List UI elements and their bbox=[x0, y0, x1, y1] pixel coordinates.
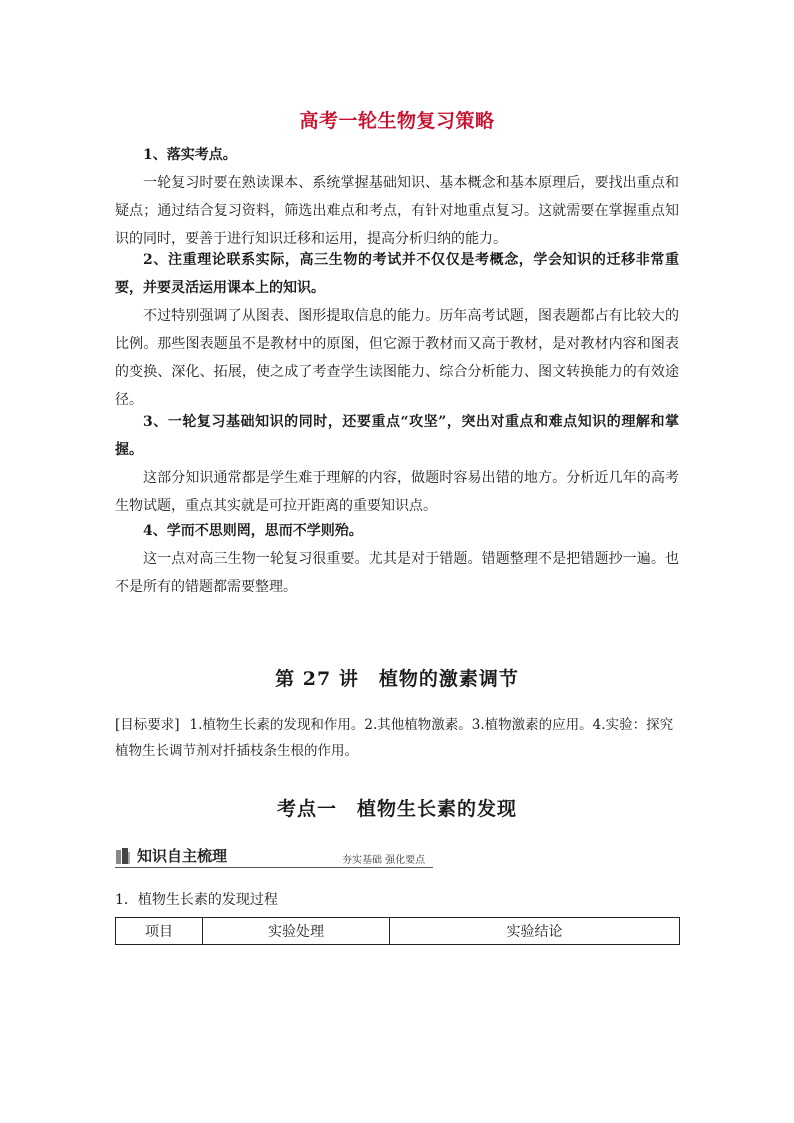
section-4 bbox=[115, 517, 679, 601]
objectives-text: 1.植物生长素的发现和作用。2.其他植物激素。3.植物激素的应用。4.实验：探究植物生长调节剂对扦插枝条生根的作用。 bbox=[115, 717, 674, 759]
section-1 bbox=[115, 141, 679, 253]
section-4-body: 这一点对高三生物一轮复习很重要。尤其是对于错题。错题整理不是把错题抄一遍。也不是所有的错题都需要整理。 bbox=[115, 551, 679, 595]
objectives-label: [目标要求] bbox=[115, 717, 180, 733]
section-1-body: 一轮复习时要在熟读课本、系统掌握基础知识、基本概念和基本原理后，要找出重点和疑点；通过结合复习资料，筛选出难点和考点，有针对地重点复习。这就需要在掌握重点知识的同时，要善于进行知识迁移和运用，提高分析归纳的能力。 bbox=[115, 175, 679, 247]
table-header-cell: 实验处理 bbox=[203, 918, 390, 945]
process-title: 1．植物生长素的发现过程 bbox=[115, 892, 278, 908]
discovery-table bbox=[115, 917, 680, 945]
banner-label: 知识自主梳理 bbox=[137, 847, 228, 865]
page-title: 高考一轮生物复习策略 bbox=[299, 110, 495, 132]
section-3 bbox=[115, 408, 679, 520]
banner-subtitle: 夯实基础 强化要点 bbox=[342, 855, 426, 866]
section-3-body: 这部分知识通常都是学生难于理解的内容，做题时容易出错的地方。分析近几年的高考生物试题，重点其实就是可拉开距离的重要知识点。 bbox=[115, 470, 679, 514]
section-2 bbox=[115, 246, 679, 414]
section-4-heading: 4、学而不思则罔，思而不学则殆。 bbox=[143, 523, 363, 539]
section-3-heading: 3、一轮复习基础知识的同时，还要重点“攻坚”，突出对重点和难点知识的理解和掌握。 bbox=[115, 414, 679, 458]
section-banner bbox=[115, 845, 433, 868]
table-header-row bbox=[116, 918, 680, 945]
book-stack-icon bbox=[115, 847, 131, 865]
kaodian-title: 考点一 植物生长素的发现 bbox=[276, 798, 517, 820]
lecture-title: 第 27 讲 植物的激素调节 bbox=[275, 668, 519, 690]
objectives bbox=[115, 712, 679, 764]
section-1-heading: 1、落实考点。 bbox=[143, 147, 237, 163]
table-header-cell: 实验结论 bbox=[390, 918, 680, 945]
section-2-heading: 2、注重理论联系实际，高三生物的考试并不仅仅是考概念，学会知识的迁移非常重要，并要灵活运用课本上的知识。 bbox=[115, 252, 679, 296]
section-2-body: 不过特别强调了从图表、图形提取信息的能力。历年高考试题，图表题都占有比较大的比例。那些图表题虽不是教材中的原图，但它源于教材而又高于教材，是对教材内容和图表的变换、深化、拓展，使之成了考查学生读图能力、综合分析能力、图文转换能力的有效途径。 bbox=[115, 308, 679, 408]
table-header-cell: 项目 bbox=[116, 918, 203, 945]
